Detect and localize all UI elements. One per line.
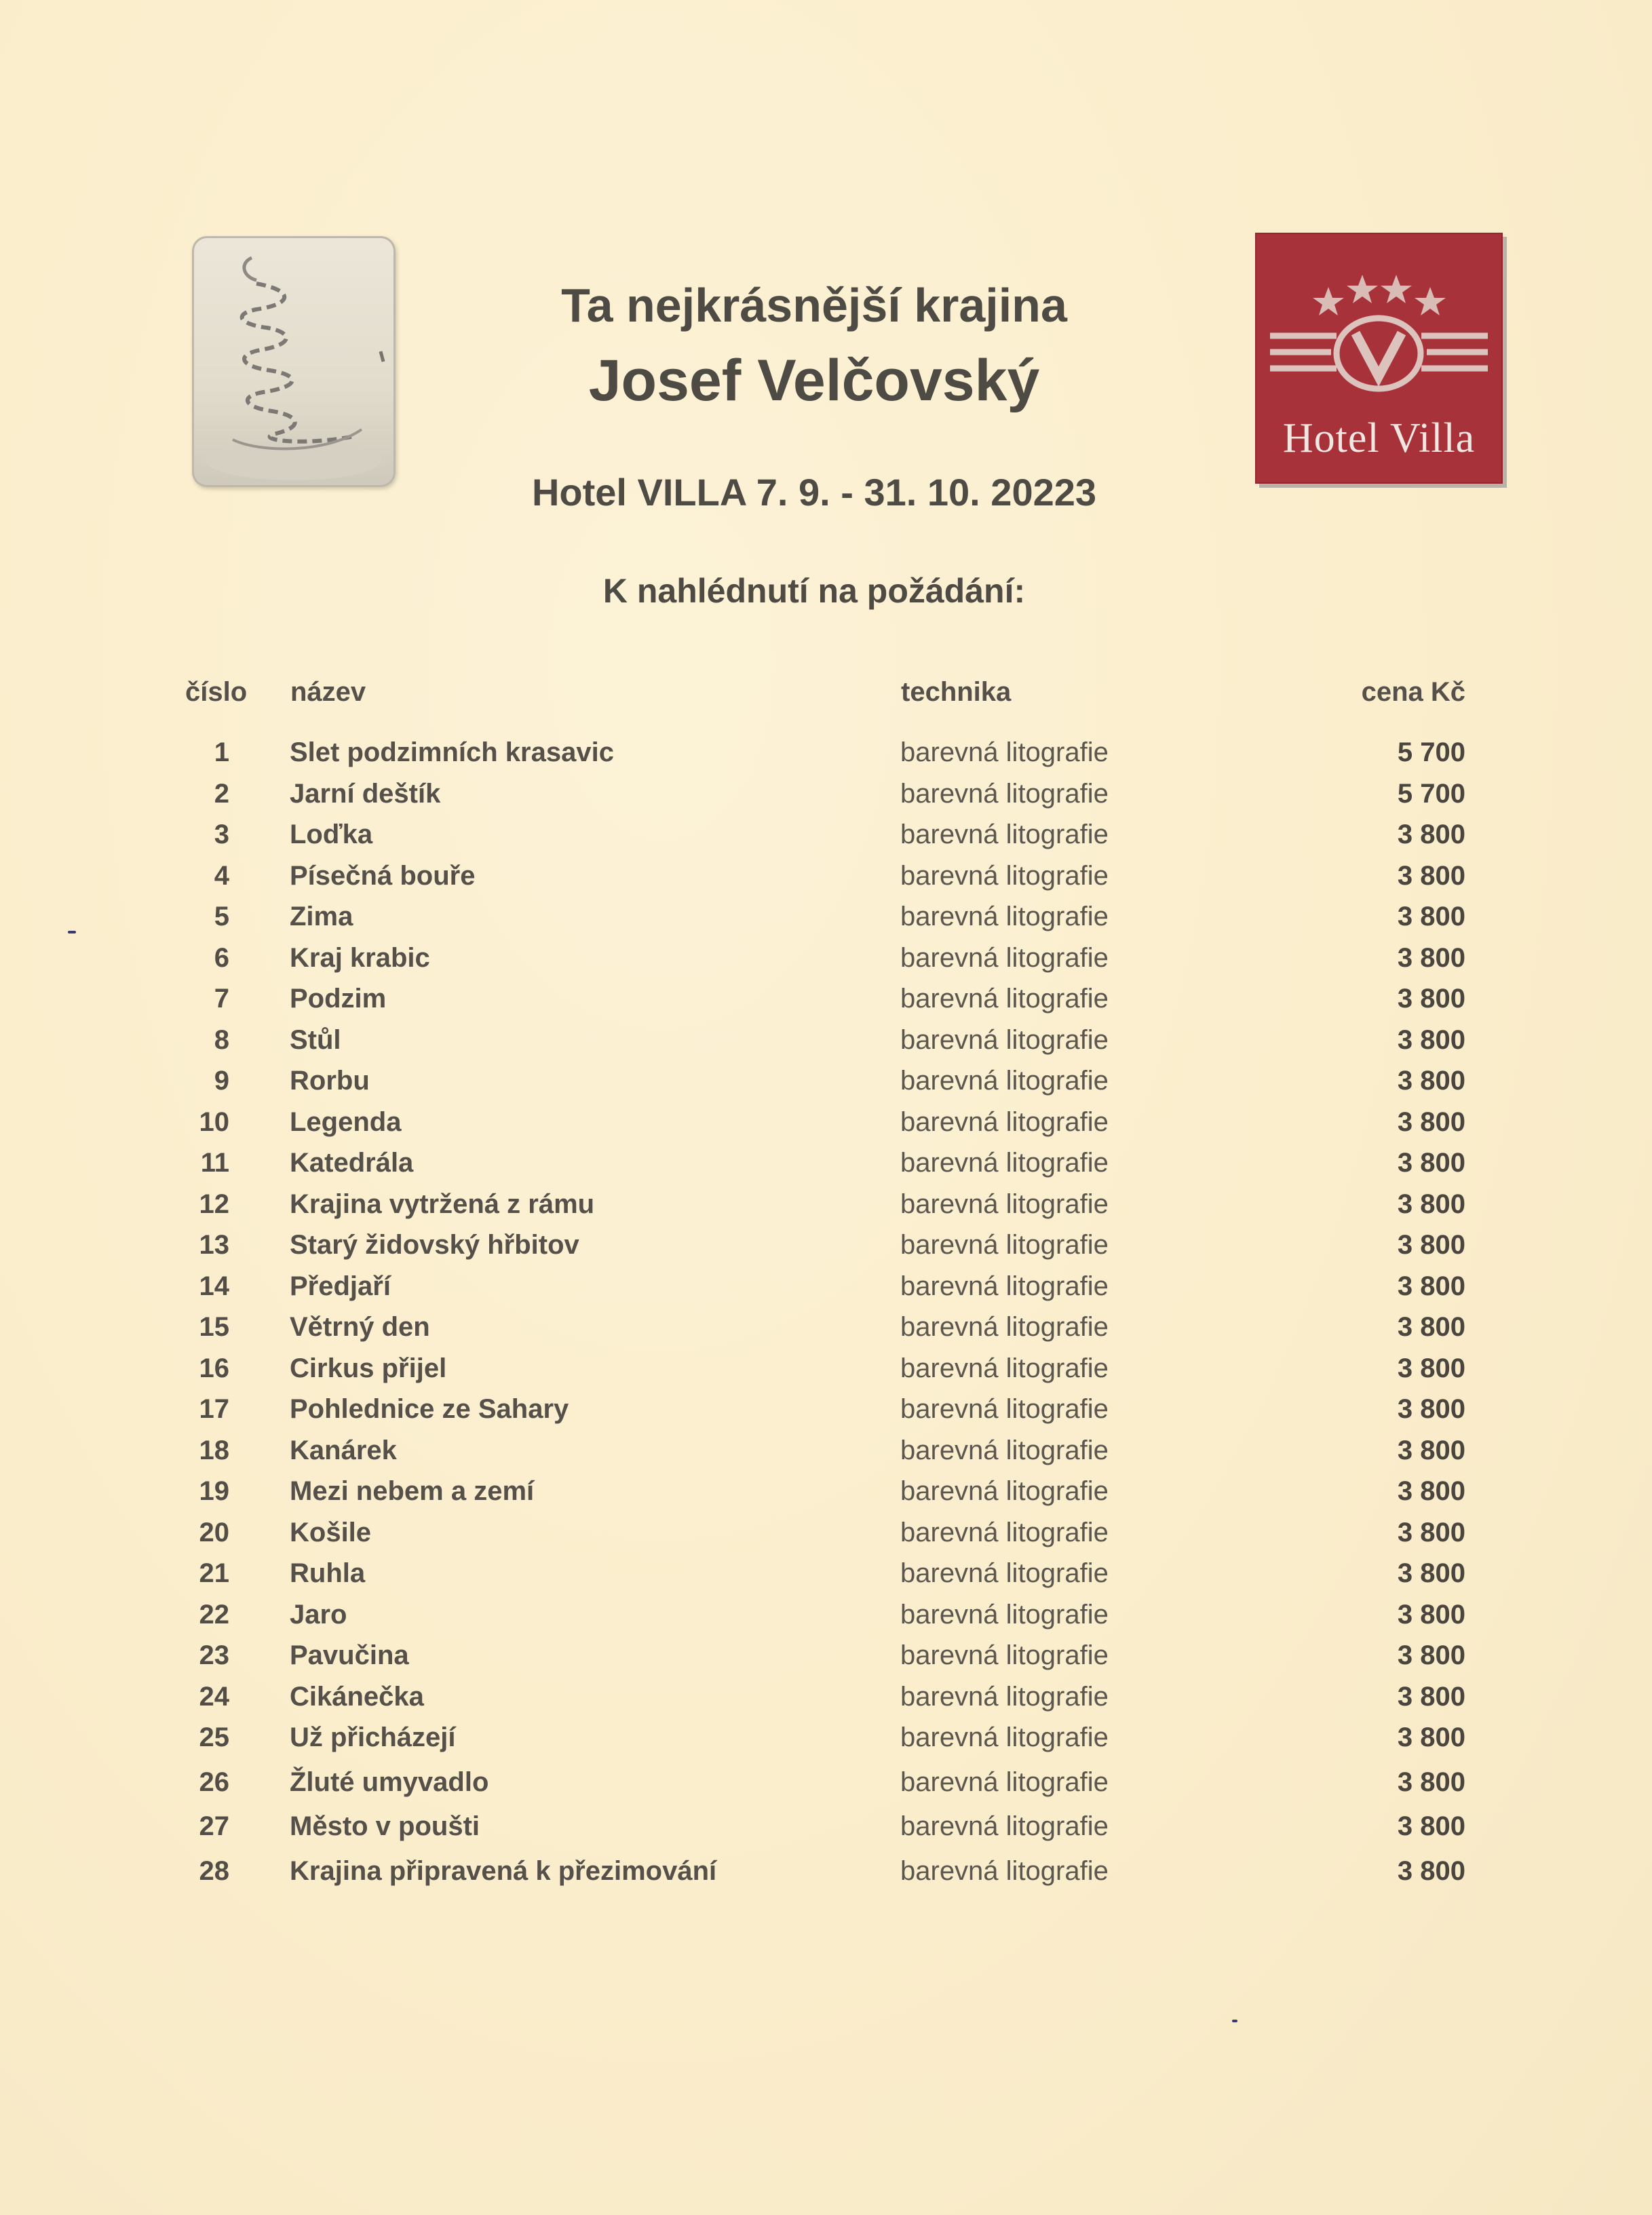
row-number: 1 — [214, 737, 229, 767]
row-number: 16 — [199, 1353, 229, 1383]
artwork-price: 3 800 — [1397, 1722, 1465, 1752]
row-number: 14 — [199, 1271, 229, 1301]
row-number: 12 — [199, 1189, 229, 1219]
artwork-technique: barevná litografie — [900, 1230, 1109, 1260]
artwork-technique: barevná litografie — [900, 1189, 1109, 1219]
table-row — [0, 776, 1652, 817]
artwork-technique: barevná litografie — [900, 820, 1109, 849]
artwork-price: 3 800 — [1397, 1271, 1465, 1301]
row-number: 26 — [199, 1767, 229, 1797]
artwork-price: 3 800 — [1397, 1106, 1465, 1137]
artwork-price: 3 800 — [1397, 984, 1465, 1014]
table-row — [0, 940, 1652, 981]
artwork-price: 3 800 — [1397, 1189, 1465, 1219]
artwork-technique: barevná litografie — [900, 1106, 1109, 1137]
artwork-name: Písečná bouře — [290, 860, 476, 891]
table-row — [0, 1720, 1652, 1760]
table-row — [0, 1853, 1652, 1894]
column-header-name: název — [290, 677, 366, 707]
artwork-price: 3 800 — [1397, 1640, 1465, 1670]
artwork-price: 3 800 — [1397, 1312, 1465, 1342]
artwork-technique: barevná litografie — [900, 942, 1109, 973]
table-row — [0, 735, 1652, 775]
artwork-name: Stůl — [290, 1024, 341, 1055]
table-row — [0, 1679, 1652, 1720]
row-number: 2 — [214, 778, 229, 809]
row-number: 11 — [200, 1148, 229, 1178]
table-row — [0, 1227, 1652, 1268]
row-number: 6 — [214, 942, 229, 973]
row-number: 13 — [199, 1230, 229, 1260]
artwork-price: 3 800 — [1397, 1855, 1465, 1886]
artwork-technique: barevná litografie — [900, 737, 1109, 767]
table-row — [0, 899, 1652, 940]
artwork-name: Zima — [290, 902, 353, 931]
artwork-price: 3 800 — [1397, 1811, 1465, 1841]
artwork-name: Pavučina — [290, 1640, 409, 1670]
row-number: 19 — [199, 1476, 229, 1506]
artwork-name: Město v poušti — [290, 1811, 480, 1841]
table-row — [0, 1474, 1652, 1514]
artwork-price: 3 800 — [1397, 1394, 1465, 1424]
artwork-technique: barevná litografie — [900, 1312, 1109, 1342]
artwork-name: Jarní deštík — [290, 778, 441, 809]
artwork-technique: barevná litografie — [900, 860, 1109, 891]
artwork-name: Pohlednice ze Sahary — [290, 1394, 569, 1424]
table-row — [0, 1597, 1652, 1638]
table-row — [0, 1269, 1652, 1309]
spiral-sculpture-logo — [192, 236, 396, 487]
row-number: 5 — [214, 902, 229, 931]
table-row — [0, 1104, 1652, 1145]
column-header-number: číslo — [185, 677, 248, 707]
artwork-name: Starý židovský hřbitov — [290, 1230, 579, 1260]
table-row — [0, 858, 1652, 899]
artwork-name: Podzim — [290, 984, 387, 1014]
subtitle: K nahlédnutí na požádání: — [602, 572, 1026, 610]
spiral-sculpture-icon — [192, 236, 396, 487]
scan-speck — [68, 931, 76, 933]
artwork-price: 3 800 — [1397, 1230, 1465, 1260]
artwork-price: 5 700 — [1397, 778, 1465, 809]
row-number: 15 — [199, 1312, 229, 1342]
artwork-technique: barevná litografie — [900, 1722, 1109, 1752]
artwork-price: 3 800 — [1397, 1599, 1465, 1630]
artwork-price: 3 800 — [1397, 902, 1465, 931]
table-row — [0, 1022, 1652, 1063]
table-row — [0, 1638, 1652, 1678]
row-number: 17 — [199, 1394, 229, 1424]
row-number: 8 — [214, 1024, 229, 1055]
row-number: 18 — [199, 1435, 229, 1465]
artwork-name: Cikánečka — [290, 1681, 424, 1712]
artwork-technique: barevná litografie — [900, 1353, 1109, 1383]
artwork-name: Mezi nebem a zemí — [290, 1476, 535, 1506]
row-number: 25 — [199, 1722, 229, 1752]
artwork-price: 3 800 — [1397, 1353, 1465, 1383]
artwork-name: Větrný den — [290, 1312, 430, 1342]
table-row — [0, 1187, 1652, 1227]
artwork-technique: barevná litografie — [900, 1640, 1109, 1670]
artwork-technique: barevná litografie — [900, 902, 1109, 931]
table-row — [0, 1809, 1652, 1849]
artwork-name: Ruhla — [290, 1558, 366, 1588]
column-header-technique: technika — [901, 677, 1012, 707]
artwork-price: 3 800 — [1397, 942, 1465, 973]
row-number: 27 — [199, 1811, 229, 1841]
artwork-technique: barevná litografie — [900, 1435, 1109, 1465]
hotel-villa-logo — [1255, 233, 1503, 484]
artwork-technique: barevná litografie — [900, 1394, 1109, 1424]
artwork-name: Košile — [290, 1517, 372, 1547]
artwork-price: 3 800 — [1397, 1558, 1465, 1588]
artwork-name: Loďka — [290, 820, 373, 849]
artwork-name: Krajina vytržená z rámu — [290, 1189, 595, 1219]
table-row — [0, 1309, 1652, 1350]
artwork-name: Cirkus přijel — [290, 1353, 447, 1383]
artwork-name: Rorbu — [290, 1066, 370, 1096]
table-row — [0, 1351, 1652, 1391]
row-number: 21 — [199, 1558, 229, 1588]
table-row — [0, 1515, 1652, 1556]
artwork-price: 3 800 — [1397, 1024, 1465, 1055]
row-number: 4 — [214, 860, 229, 891]
artwork-price: 3 800 — [1397, 860, 1465, 891]
row-number: 28 — [199, 1855, 229, 1886]
artwork-name: Žluté umyvadlo — [290, 1767, 489, 1797]
artwork-technique: barevná litografie — [900, 1681, 1109, 1712]
venue-dates: Hotel VILLA 7. 9. - 31. 10. 20223 — [531, 471, 1097, 514]
artwork-price: 3 800 — [1397, 1517, 1465, 1547]
artwork-price: 3 800 — [1397, 1148, 1465, 1178]
artwork-name: Legenda — [290, 1106, 402, 1137]
artwork-technique: barevná litografie — [900, 1066, 1109, 1096]
row-number: 9 — [214, 1066, 229, 1096]
artwork-name: Už přicházejí — [290, 1722, 456, 1752]
table-row — [0, 817, 1652, 858]
table-row — [0, 1063, 1652, 1104]
artwork-technique: barevná litografie — [900, 1476, 1109, 1506]
artwork-price: 3 800 — [1397, 1681, 1465, 1712]
artwork-technique: barevná litografie — [900, 1271, 1109, 1301]
artwork-price: 3 800 — [1397, 1435, 1465, 1465]
artwork-name: Jaro — [290, 1599, 347, 1630]
row-number: 23 — [199, 1640, 229, 1670]
artwork-price: 3 800 — [1397, 1476, 1465, 1506]
table-row — [0, 1556, 1652, 1596]
scan-speck — [1232, 2020, 1237, 2022]
column-header-price: cena Kč — [1361, 677, 1465, 707]
artwork-technique: barevná litografie — [900, 1558, 1109, 1588]
artist-name: Josef Velčovský — [588, 348, 1040, 413]
artwork-technique: barevná litografie — [900, 1148, 1109, 1178]
artwork-price: 3 800 — [1397, 1066, 1465, 1096]
artwork-technique: barevná litografie — [900, 1024, 1109, 1055]
row-number: 10 — [199, 1106, 229, 1137]
artwork-name: Slet podzimních krasavic — [290, 737, 614, 767]
artwork-technique: barevná litografie — [900, 778, 1109, 809]
row-number: 24 — [199, 1681, 229, 1712]
artwork-technique: barevná litografie — [900, 1767, 1109, 1797]
row-number: 3 — [214, 820, 229, 849]
table-row — [0, 1765, 1652, 1805]
table-row — [0, 1145, 1652, 1186]
artwork-price: 3 800 — [1397, 1767, 1465, 1797]
artwork-price: 5 700 — [1397, 737, 1465, 767]
table-row — [0, 981, 1652, 1022]
table-row — [0, 1391, 1652, 1432]
artwork-technique: barevná litografie — [900, 1517, 1109, 1547]
artwork-name: Kanárek — [290, 1435, 397, 1465]
hotel-villa-logo-text: Hotel Villa — [1282, 415, 1476, 461]
artwork-technique: barevná litografie — [900, 1855, 1109, 1886]
artwork-technique: barevná litografie — [900, 984, 1109, 1014]
artwork-name: Předjaří — [290, 1271, 391, 1301]
table-row — [0, 1433, 1652, 1474]
artwork-technique: barevná litografie — [900, 1599, 1109, 1630]
artwork-name: Kraj krabic — [290, 942, 430, 973]
artwork-name: Katedrála — [290, 1148, 414, 1178]
row-number: 7 — [214, 984, 229, 1014]
artwork-technique: barevná litografie — [900, 1811, 1109, 1841]
artwork-price: 3 800 — [1397, 820, 1465, 849]
artwork-name: Krajina připravená k přezimování — [290, 1855, 717, 1886]
exhibition-title: Ta nejkrásnější krajina — [561, 279, 1067, 332]
row-number: 20 — [199, 1517, 229, 1547]
row-number: 22 — [199, 1599, 229, 1630]
